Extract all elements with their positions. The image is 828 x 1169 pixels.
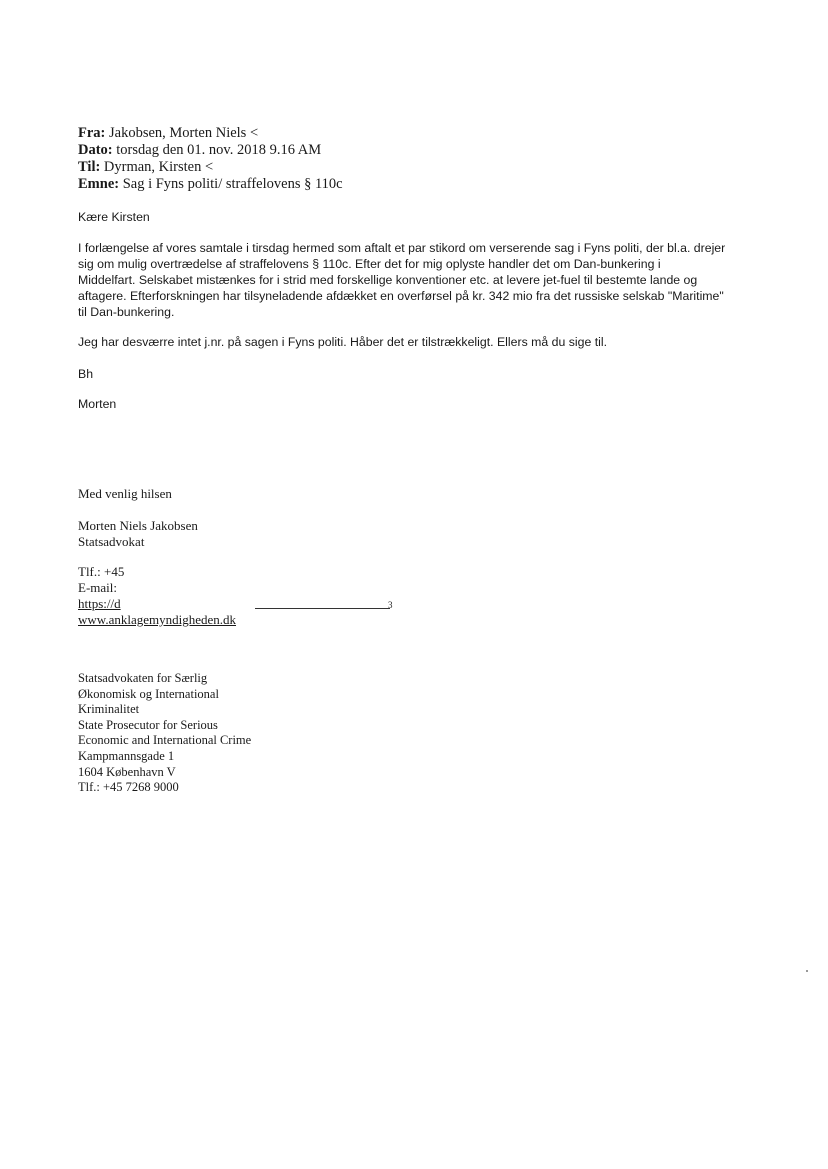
subject-value: Sag i Fyns politi/ straffelovens § 110c	[122, 176, 343, 192]
office-line: Tlf.: +45 7268 9000	[78, 780, 179, 795]
signature-title: Statsadvokat	[78, 534, 145, 549]
from-line	[78, 125, 343, 142]
signature-name: Morten Niels Jakobsen	[78, 518, 198, 533]
signature-regards: Med venlig hilsen	[78, 486, 172, 501]
body-line: sig om mulig overtrædelse af straffelovens § 110c. Efter det for mig oplyste handler det om Dan-bunkering i	[78, 257, 661, 271]
sender-first-name: Morten	[78, 397, 117, 411]
date-value: torsdag den 01. nov. 2018 9.16 AM	[116, 142, 322, 158]
to-label: Til:	[78, 159, 101, 175]
body-line: Middelfart. Selskabet mistænkes for i strid med forskellige konventioner etc. at levere jet-fuel til bestemte lande og	[78, 273, 698, 287]
signature-name-block	[78, 518, 198, 550]
office-line: State Prosecutor for Serious	[78, 717, 218, 732]
from-label: Fra:	[78, 125, 106, 141]
signature-contact-block	[78, 564, 236, 628]
to-line	[78, 159, 343, 176]
signature-email-label: E-mail:	[78, 580, 117, 595]
note-paragraph: Jeg har desværre intet j.nr. på sagen i Fyns politi. Håber det er tilstrækkeligt. Ellers må du sige til.	[78, 335, 607, 349]
closing-short: Bh	[78, 367, 94, 381]
body-line: til Dan-bunkering.	[78, 305, 175, 319]
website-link[interactable]: www.anklagemyndigheden.dk	[78, 612, 237, 627]
date-line	[78, 142, 343, 159]
office-line: Kriminalitet	[78, 702, 140, 717]
greeting: Kære Kirsten	[78, 210, 150, 224]
body-line: aftagere. Efterforskningen har tilsyneladende afdækket en overførsel på kr. 342 mio fra det russiske selskab "Maritime"	[78, 289, 724, 303]
subject-line	[78, 176, 343, 193]
body-paragraph	[78, 240, 728, 320]
scan-speck	[806, 970, 808, 972]
office-line: Kampmannsgade 1	[78, 748, 175, 763]
to-value: Dyrman, Kirsten <	[103, 159, 214, 175]
from-value: Jakobsen, Morten Niels <	[109, 125, 259, 141]
signature-url-link[interactable]: https://d	[78, 596, 121, 611]
redaction-line	[255, 608, 390, 609]
email-header	[78, 125, 343, 193]
body-line: I forlængelse af vores samtale i tirsdag hermed som aftalt et par stikord om verserende sag i Fyns politi, der bl.a. drejer	[78, 241, 726, 255]
subject-label: Emne:	[78, 176, 120, 192]
signature-phone: Tlf.: +45	[78, 564, 125, 579]
url-tail-mark: 3	[388, 600, 393, 610]
office-line: Statsadvokaten for Særlig	[78, 671, 208, 685]
office-line: Economic and International Crime	[78, 733, 252, 748]
office-address-block	[78, 671, 251, 796]
office-line: Økonomisk og International	[78, 686, 219, 701]
date-label: Dato:	[78, 142, 113, 158]
office-line: 1604 København V	[78, 764, 176, 779]
